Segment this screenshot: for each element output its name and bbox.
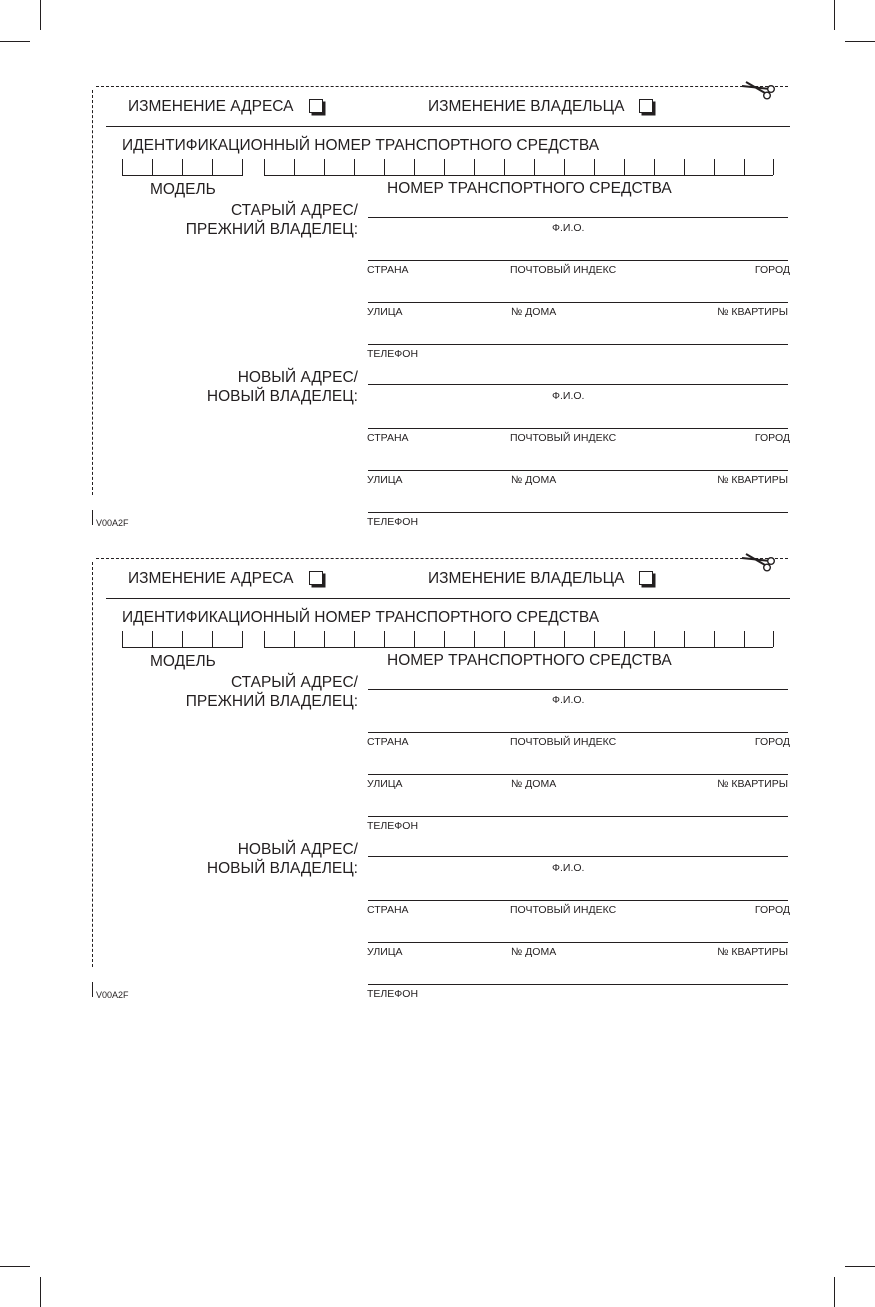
new-street-caption: УЛИЦА xyxy=(367,474,403,486)
vin-tick xyxy=(324,159,325,175)
old-owner-label-line1: СТАРЫЙ АДРЕС/ xyxy=(230,674,358,691)
new-owner-label-line2: НОВЫЙ ВЛАДЕЛЕЦ: xyxy=(206,388,358,405)
vin-tick xyxy=(122,631,123,647)
old-house-caption: № ДОМА xyxy=(511,306,557,318)
vin-title: ИДЕНТИФИКАЦИОННЫЙ НОМЕР ТРАНСПОРТНОГО СРЕДСТВА xyxy=(122,609,600,626)
vin-tick xyxy=(384,159,385,175)
vin-tick xyxy=(714,631,715,647)
vin-tick xyxy=(384,631,385,647)
vin-tick xyxy=(594,631,595,647)
vin-tick xyxy=(294,159,295,175)
new-house-caption: № ДОМА xyxy=(511,474,557,486)
vin-tick xyxy=(654,159,655,175)
vin-tick xyxy=(624,631,625,647)
old-phone-caption: ТЕЛЕФОН xyxy=(367,348,419,360)
form-code: V00A2F xyxy=(96,990,129,1000)
crop-mark-top-right-horizontal xyxy=(845,41,875,42)
new-country-city-field[interactable] xyxy=(368,900,788,901)
crop-mark-bottom-left-horizontal xyxy=(0,1266,30,1267)
vin-tick xyxy=(122,159,123,175)
vin-tick xyxy=(534,159,535,175)
vin-tick xyxy=(182,631,183,647)
vin-tick xyxy=(242,631,243,647)
new-phone-caption: ТЕЛЕФОН xyxy=(367,988,419,1000)
new-phone-field[interactable] xyxy=(368,512,788,513)
vin-tick xyxy=(773,631,774,647)
new-owner-label-line1: НОВЫЙ АДРЕС/ xyxy=(237,369,358,386)
vin-tick xyxy=(152,159,153,175)
vin-tick xyxy=(534,631,535,647)
vin-tick xyxy=(474,159,475,175)
old-apartment-caption: № КВАРТИРЫ xyxy=(717,306,788,318)
old-country-caption: СТРАНА xyxy=(367,736,409,748)
margin-line xyxy=(92,982,93,997)
reg-number-label: НОМЕР ТРАНСПОРТНОГО СРЕДСТВА xyxy=(387,180,672,197)
new-country-city-field[interactable] xyxy=(368,428,788,429)
vin-tick xyxy=(212,159,213,175)
new-fio-caption: Ф.И.О. xyxy=(552,862,585,874)
vin-tick xyxy=(504,159,505,175)
old-city-caption: ГОРОД xyxy=(754,736,790,748)
old-country-city-field[interactable] xyxy=(368,732,788,733)
new-apartment-caption: № КВАРТИРЫ xyxy=(717,946,788,958)
new-street-field[interactable] xyxy=(368,942,788,943)
new-postcode-caption: ПОЧТОВЫЙ ИНДЕКС xyxy=(510,904,617,916)
crop-mark-top-right-vertical xyxy=(834,0,835,30)
change-form-bottom xyxy=(0,558,875,1018)
vin-tick xyxy=(684,631,685,647)
vin-tick xyxy=(444,631,445,647)
old-city-caption: ГОРОД xyxy=(754,264,790,276)
new-owner-label-line1: НОВЫЙ АДРЕС/ xyxy=(237,841,358,858)
new-city-caption: ГОРОД xyxy=(754,432,790,444)
old-country-caption: СТРАНА xyxy=(367,264,409,276)
change-owner-label: ИЗМЕНЕНИЕ ВЛАДЕЛЬЦА xyxy=(428,570,625,587)
crop-mark-top-left-horizontal xyxy=(0,41,30,42)
change-address-label: ИЗМЕНЕНИЕ АДРЕСА xyxy=(128,98,294,115)
vin-tick xyxy=(414,631,415,647)
new-city-caption: ГОРОД xyxy=(754,904,790,916)
new-postcode-caption: ПОЧТОВЫЙ ИНДЕКС xyxy=(510,432,617,444)
new-fio-field[interactable] xyxy=(368,856,788,857)
old-fio-caption: Ф.И.О. xyxy=(552,694,585,706)
vin-tick xyxy=(684,159,685,175)
old-postcode-caption: ПОЧТОВЫЙ ИНДЕКС xyxy=(510,264,617,276)
vin-tick xyxy=(624,159,625,175)
vin-tick xyxy=(504,631,505,647)
vin-baseline-1 xyxy=(122,175,243,176)
vin-tick xyxy=(212,631,213,647)
vin-tick xyxy=(564,631,565,647)
vin-tick xyxy=(152,631,153,647)
vin-tick xyxy=(474,631,475,647)
vin-baseline-2 xyxy=(264,175,773,176)
vin-tick xyxy=(264,631,265,647)
form-code: V00A2F xyxy=(96,518,129,528)
vin-tick xyxy=(294,631,295,647)
new-apartment-caption: № КВАРТИРЫ xyxy=(717,474,788,486)
change-form-top xyxy=(0,86,875,546)
change-address-label: ИЗМЕНЕНИЕ АДРЕСА xyxy=(128,570,294,587)
old-street-field[interactable] xyxy=(368,774,788,775)
model-label: МОДЕЛЬ xyxy=(150,181,216,198)
old-fio-field[interactable] xyxy=(368,689,788,690)
vin-tick xyxy=(242,159,243,175)
vin-tick xyxy=(182,159,183,175)
crop-mark-bottom-left-vertical xyxy=(40,1277,41,1307)
vin-tick xyxy=(564,159,565,175)
vin-tick xyxy=(594,159,595,175)
old-postcode-caption: ПОЧТОВЫЙ ИНДЕКС xyxy=(510,736,617,748)
new-fio-field[interactable] xyxy=(368,384,788,385)
vin-tick xyxy=(744,631,745,647)
old-phone-field[interactable] xyxy=(368,816,788,817)
new-street-caption: УЛИЦА xyxy=(367,946,403,958)
old-street-caption: УЛИЦА xyxy=(367,778,403,790)
vin-tick xyxy=(773,159,774,175)
vin-tick xyxy=(654,631,655,647)
crop-mark-bottom-right-vertical xyxy=(834,1277,835,1307)
old-house-caption: № ДОМА xyxy=(511,778,557,790)
old-phone-caption: ТЕЛЕФОН xyxy=(367,820,419,832)
vin-tick xyxy=(444,159,445,175)
old-country-city-field[interactable] xyxy=(368,260,788,261)
old-street-caption: УЛИЦА xyxy=(367,306,403,318)
vin-boxes[interactable] xyxy=(0,558,875,653)
vin-tick xyxy=(324,631,325,647)
old-street-field[interactable] xyxy=(368,302,788,303)
margin-line xyxy=(92,510,93,525)
new-phone-caption: ТЕЛЕФОН xyxy=(367,516,419,528)
model-label: МОДЕЛЬ xyxy=(150,653,216,670)
reg-number-label: НОМЕР ТРАНСПОРТНОГО СРЕДСТВА xyxy=(387,652,672,669)
vin-tick xyxy=(414,159,415,175)
vin-boxes[interactable] xyxy=(0,86,875,181)
new-street-field[interactable] xyxy=(368,470,788,471)
old-fio-caption: Ф.И.О. xyxy=(552,222,585,234)
old-owner-label-line1: СТАРЫЙ АДРЕС/ xyxy=(230,202,358,219)
old-owner-label-line2: ПРЕЖНИЙ ВЛАДЕЛЕЦ: xyxy=(185,693,358,710)
vin-baseline-2 xyxy=(264,647,773,648)
crop-mark-bottom-right-horizontal xyxy=(845,1266,875,1267)
new-owner-label-line2: НОВЫЙ ВЛАДЕЛЕЦ: xyxy=(206,860,358,877)
vin-tick xyxy=(714,159,715,175)
old-apartment-caption: № КВАРТИРЫ xyxy=(717,778,788,790)
new-fio-caption: Ф.И.О. xyxy=(552,390,585,402)
crop-mark-top-left-vertical xyxy=(40,0,41,30)
new-house-caption: № ДОМА xyxy=(511,946,557,958)
new-country-caption: СТРАНА xyxy=(367,904,409,916)
new-country-caption: СТРАНА xyxy=(367,432,409,444)
vin-tick xyxy=(744,159,745,175)
old-owner-label-line2: ПРЕЖНИЙ ВЛАДЕЛЕЦ: xyxy=(185,221,358,238)
change-owner-label: ИЗМЕНЕНИЕ ВЛАДЕЛЬЦА xyxy=(428,98,625,115)
vin-baseline-1 xyxy=(122,647,243,648)
vin-tick xyxy=(354,631,355,647)
vin-tick xyxy=(354,159,355,175)
old-fio-field[interactable] xyxy=(368,217,788,218)
vin-title: ИДЕНТИФИКАЦИОННЫЙ НОМЕР ТРАНСПОРТНОГО СРЕДСТВА xyxy=(122,137,600,154)
new-phone-field[interactable] xyxy=(368,984,788,985)
vin-tick xyxy=(264,159,265,175)
old-phone-field[interactable] xyxy=(368,344,788,345)
